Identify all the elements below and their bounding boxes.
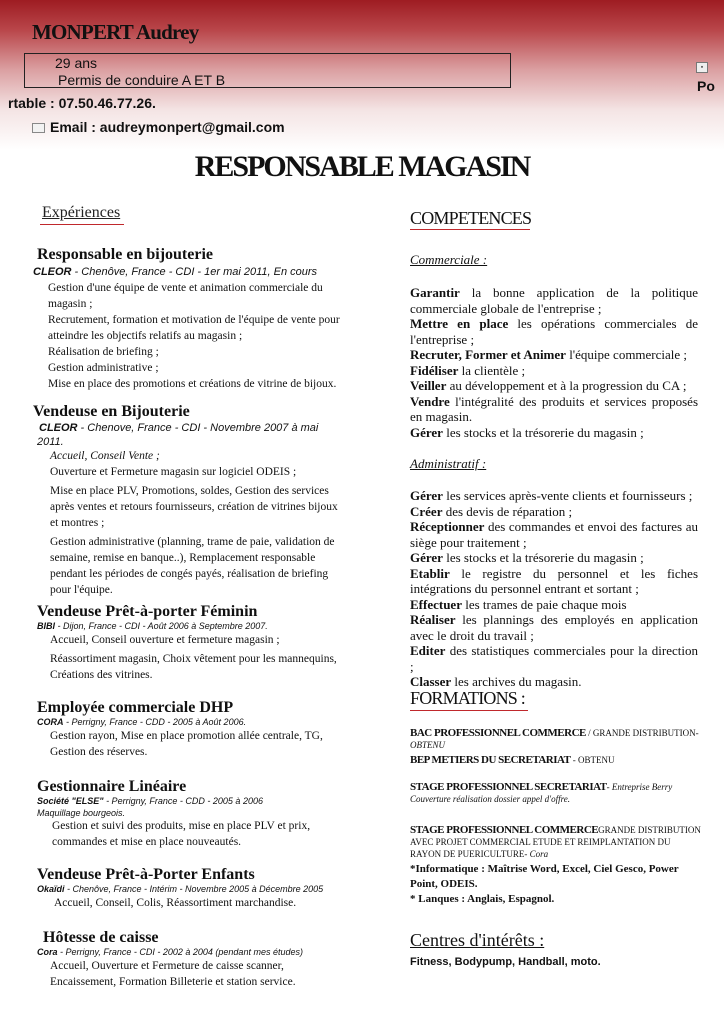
job-title: Responsable en bijouterie [37,246,213,263]
job-description: Accueil, Conseil ouverture et fermeture magasin ; Réassortiment magasin, Choix vêtement pour les mannequins, Créations des vitrines. [50,634,337,681]
job-meta: Cora - Perrigny, France - CDI - 2002 à 2004 (pendant mes études) [37,947,303,957]
skill-item: Réaliser les plannings des employés en application avec le droit du travail ; [410,612,698,643]
competences-heading: COMPETENCES [410,208,532,228]
formations-heading: FORMATIONS : [410,688,525,708]
job-meta: CLEOR - Chenove, France - CDI - Novembre 2007 à mai [39,422,319,434]
centres-heading: Centres d'intérêts : [410,930,545,950]
skill-item: Effectuer les trames de paie chaque mois [410,596,627,612]
job-title: Vendeuse en Bijouterie [33,403,190,420]
skill-item: Veiller au développement et à la progression du CA ; [410,378,687,393]
formation-item: STAGE PROFESSIONNEL SECRETARIAT- Entreprise Berry Couverture réalisation dossier appel d'offre. [410,781,673,804]
commerciale-heading: Commerciale : [410,252,488,267]
job-description: Gestion et suivi des produits, mise en place PLV et prix, commandes et mise en place nouveautés. [52,820,311,848]
formation-item: STAGE PROFESSIONNEL COMMERCEGRANDE DISTRIBUTION AVEC PROJET COMMERCIAL ETUDE ET REIMPLANTATION DU RAYON DE PUERICULTURE- Cora [410,824,701,859]
email: Email : audreymonpert@gmail.com [50,119,285,135]
page-title: RESPONSABLE MAGASIN [194,150,530,183]
heading-underline [40,224,124,225]
administratif-list [410,488,698,690]
driving-license: Permis de conduire A ET B [58,72,226,88]
skill-item: Mettre en place les opérations commerciales de l'entreprise ; [410,316,698,347]
job-title: Gestionnaire Linéaire [37,778,187,795]
heading-underline [410,229,530,230]
flag-icon: ▪ [696,62,708,73]
skill-item: Gérer les stocks et la trésorerie du magasin ; [410,424,644,440]
job-meta: Okaïdi - Chenôve, France - Intérim - Novembre 2005 à Décembre 2005 [37,884,324,894]
skill-item: Classer les archives du magasin. [410,674,582,689]
formation-item: BAC PROFESSIONNEL COMMERCE / GRANDE DISTRIBUTION- OBTENU [410,727,699,750]
langues: * Lanques : Anglais, Espagnol. [410,893,555,905]
job-description: Accueil, Ouverture et Fermeture de caisse scanner, Encaissement, Formation Billeterie et station service. [50,960,296,988]
skill-item: Fidéliser la clientèle ; [410,362,526,378]
job-title: Vendeuse Prêt-à-porter Féminin [37,603,258,620]
job-meta: CORA - Perrigny, France - CDD - 2005 à Août 2006. [37,717,247,727]
commerciale-list [410,285,698,440]
administratif-heading: Administratif : [410,456,487,471]
experiences-heading: Expériences [42,204,121,221]
skill-item: Editer des statistiques commerciales pour la direction ; [410,643,698,674]
job-title: Vendeuse Prêt-à-Porter Enfants [37,866,255,883]
job-meta: BIBI - Dijon, France - CDI - Août 2006 à Septembre 2007. [37,621,268,631]
centres-text: Fitness, Bodypump, Handball, moto. [410,956,601,968]
skill-item: Créer des devis de réparation ; [410,503,573,519]
job-description: Gestion d'une équipe de vente et animation commerciale du magasin ; Recrutement, formation et motivation de l'équipe de vente pour atteindre les objectifs relatifs au magasin ; Réalisation de briefing ; Gestion administrative ; Mise en place des promotions et créations de vitrine de bijoux. [48,282,340,390]
job-meta: CLEOR - Chenôve, France - CDI - 1er mai 2011, En cours [33,266,318,278]
candidate-name: MONPERT Audrey [32,20,199,44]
job-description: Accueil, Conseil Vente ; Ouverture et Fermeture magasin sur logiciel ODEIS ; Mise en place PLV, Promotions, soldes, Gestion des services après ventes et retours fournisseurs, création de vitrines bijoux et montres ; Gestion administrative (planning, trame de paie, validation de semaine, remise en banque..), Remplacement responsable pendant les périodes de congés payés, réalisation de briefing pour l'équipe. [50,450,338,596]
cut-text: Po [697,78,715,94]
job-meta: 2011. [37,436,64,448]
skill-item: Gérer les stocks et la trésorerie du magasin ; [410,550,644,565]
formation-item: BEP METIERS DU SECRETARIAT - OBTENU [410,754,615,766]
job-meta: Société "ELSE" - Perrigny, France - CDD - 2005 à 2006 [37,796,263,806]
job-description: Gestion rayon, Mise en place promotion allée centrale, TG, Gestion des réserves. [50,730,323,758]
age: 29 ans [55,55,98,71]
skill-item: Réceptionner des commandes et envoi des factures au siège pour traitement ; [410,519,698,550]
job-meta: Maquillage bourgeois. [37,808,126,818]
informatique: *Informatique : Maîtrise Word, Excel, Ciel Gesco, Power Point, ODEIS. [410,863,679,890]
skill-item: Etablir le registre du personnel et les fiches intégrations du personnel entrant et sortant ; [410,565,698,596]
phone: rtable : 07.50.46.77.26. [8,95,156,111]
skill-item: Vendre l'intégralité des produits et services proposés en magasin. [410,393,698,424]
job-description: Accueil, Conseil, Colis, Réassortiment marchandise. [54,897,297,909]
skill-item: Gérer les services après-vente clients et fournisseurs ; [410,488,693,503]
job-title: Employée commerciale DHP [37,699,234,716]
skill-item: Garantir la bonne application de la politique commerciale globale de l'entreprise ; [410,285,698,316]
job-title: Hôtesse de caisse [43,929,159,946]
heading-underline [410,710,528,711]
skill-item: Recruter, Former et Animer l'équipe commerciale ; [410,347,688,362]
envelope-icon [32,123,45,133]
